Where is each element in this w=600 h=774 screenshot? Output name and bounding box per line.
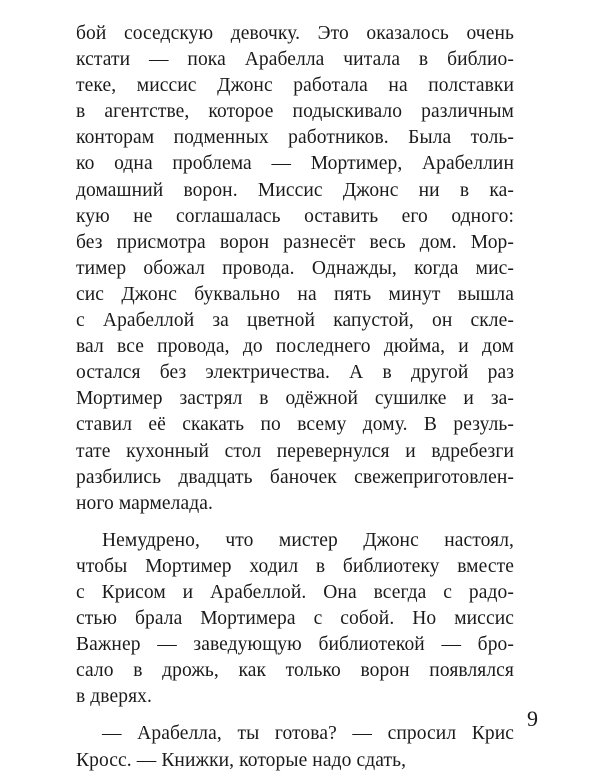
text-line: тате кухонный стол перевернулся и вдребезги: [76, 440, 514, 462]
text-line: Немудрено, что мистер Джонс настоял,: [102, 529, 514, 551]
text-line: теке, миссис Джонс работала на полставки: [76, 75, 514, 97]
text-line: разбились двадцать баночек свежеприготовлен-: [76, 466, 514, 488]
text-line: без присмотра ворон разнесёт весь дом. Мор-: [76, 231, 514, 253]
text-line: Кросс. — Книжки, которые надо сдать,: [76, 749, 407, 771]
text-line: сало в дрожь, как только ворон появлялся: [76, 660, 514, 682]
paragraph-gap: [76, 517, 514, 528]
text-line: Важнер — заведующую библиотекой — бро-: [76, 634, 514, 656]
paragraph-p1: [76, 21, 514, 517]
text-line: кстати — пока Арабелла читала в библио-: [76, 49, 514, 71]
text-line: ного мармелада.: [76, 492, 213, 514]
paragraph-p3: [76, 721, 514, 773]
text-line: ставил её скакать по всему дому. В резуль-: [76, 414, 514, 436]
text-line: бой соседскую девочку. Это оказалось очень: [76, 23, 514, 44]
text-line: кую не соглашалась оставить его одного:: [76, 205, 514, 227]
text-line: в дверях.: [76, 686, 152, 708]
page-number: 9: [527, 706, 538, 731]
body-text: [76, 21, 514, 774]
text-line: вал все провода, до последнего дюйма, и дом: [76, 336, 514, 358]
text-line: остался без электричества. А в другой раз: [76, 362, 514, 384]
text-line: чтобы Мортимер ходил в библиотеку вместе: [76, 555, 514, 577]
paragraph-gap: [76, 710, 514, 721]
text-line: конторам подменных работников. Была толь-: [76, 127, 514, 149]
text-line: Мортимер застрял в одёжной сушилке и за-: [76, 388, 514, 410]
text-line: — Арабелла, ты готова? — спросил Крис: [102, 723, 514, 745]
text-line: тимер обожал провода. Однажды, когда мис-: [76, 257, 514, 279]
text-line: с Арабеллой за цветной капустой, он скле-: [76, 310, 514, 332]
paragraph-p2: [76, 528, 514, 711]
text-line: в агентстве, которое подыскивало различным: [76, 101, 514, 123]
text-line: с Крисом и Арабеллой. Она всегда с радо-: [76, 581, 514, 603]
text-line: сис Джонс буквально на пять минут вышла: [76, 283, 514, 305]
text-line: домашний ворон. Миссис Джонс ни в ка-: [76, 179, 514, 201]
text-line: ко одна проблема — Мортимер, Арабеллин: [76, 153, 514, 175]
text-line: стью брала Мортимера с собой. Но миссис: [76, 608, 514, 630]
